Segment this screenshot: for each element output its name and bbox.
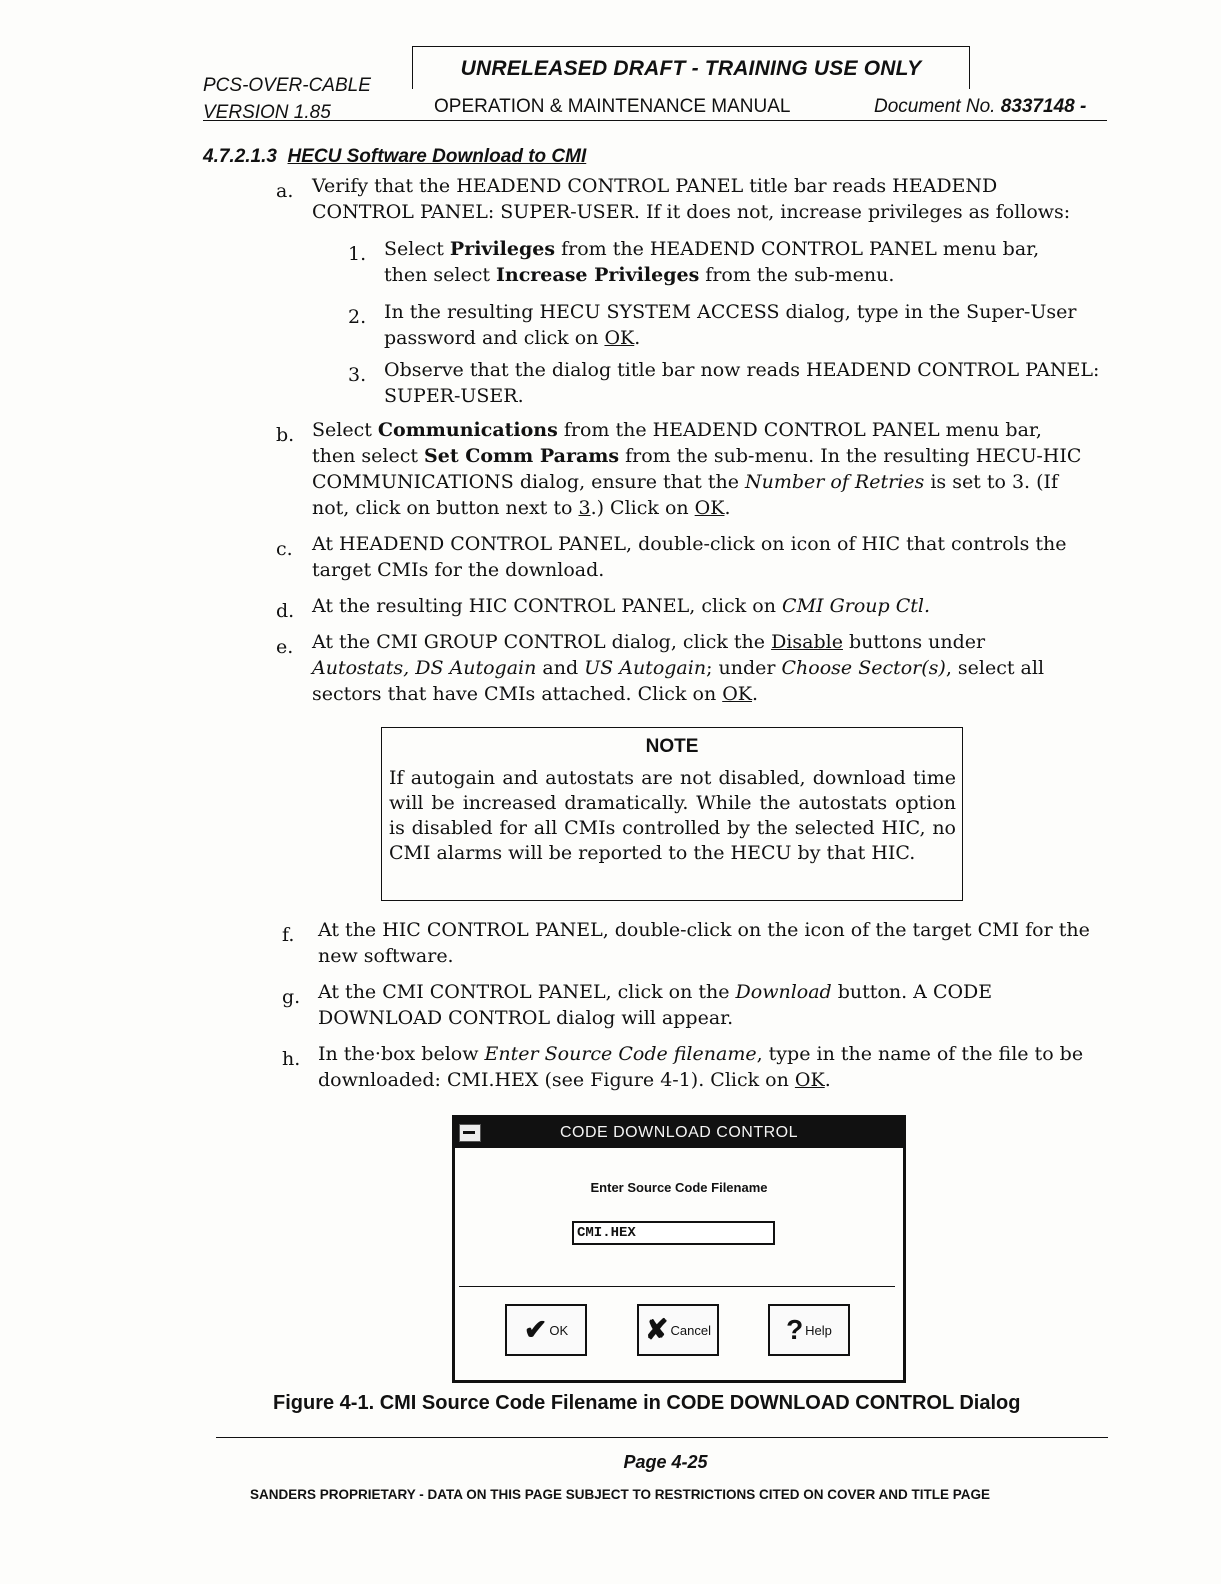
substep-2-label: 2. [348, 306, 367, 328]
note-title: NOTE [645, 736, 699, 757]
step-e-label: e. [276, 636, 294, 658]
step-h-text: In the·box below Enter Source Code filename, type in the name of the file to be downloaded: CMI.HEX (see Figure 4-1). Click on OK. [318, 1043, 1084, 1091]
help-button[interactable] [768, 1304, 850, 1356]
step-g-text: At the CMI CONTROL PANEL, click on the Download button. A CODE DOWNLOAD CONTROL dialog will appear. [318, 981, 993, 1029]
dialog-title: CODE DOWNLOAD CONTROL [559, 1124, 799, 1141]
doc-label: Document No. [874, 96, 996, 117]
source-filename-label: Enter Source Code Filename [590, 1180, 768, 1195]
checkmark-icon: ✔ [523, 1314, 548, 1345]
footer-divider [216, 1437, 1108, 1438]
increase-privileges-term: Increase Privileges [496, 264, 700, 286]
note-box [381, 727, 963, 901]
help-label: Help [805, 1322, 832, 1338]
x-icon: ✘ [645, 1314, 669, 1345]
step-h-label: h. [282, 1048, 301, 1070]
step-c-text: At HEADEND CONTROL PANEL, double-click on icon of HIC that controls the target CMIs for the download. [312, 533, 1067, 581]
step-b-text: Select Communications from the HEADEND CONTROL PANEL menu bar, then select Set Comm Params from the sub-menu. In the resulting HECU-HIC COMMUNICATIONS dialog, ensure that the Number of Retries is set to 3. (If not, click on button next to 3.) Click on OK. [312, 419, 1082, 519]
step-d-label: d. [276, 600, 295, 622]
note-body: If autogain and autostats are not disabled, download time will be increased dramatically. While the autostats option is disabled for all CMIs controlled by the selected HIC, no CMI alarms will be reported to the HECU by that HIC. [389, 767, 956, 864]
draft-banner: UNRELEASED DRAFT - TRAINING USE ONLY [412, 46, 970, 89]
product-name: PCS-OVER-CABLE [203, 75, 371, 96]
step-a-line2: CONTROL PANEL: SUPER-USER. If it does not, increase privileges as follows: [312, 201, 1071, 223]
source-filename-input[interactable]: CMI.HEX [572, 1221, 775, 1245]
step-g-label: g. [282, 986, 301, 1008]
ok-label: OK [549, 1322, 569, 1338]
privileges-term: Privileges [449, 238, 556, 260]
page-number: Page 4-25 [623, 1452, 708, 1472]
manual-title: OPERATION & MAINTENANCE MANUAL [434, 96, 791, 117]
step-f-label: f. [282, 924, 295, 946]
section-number: 4.7.2.1.3 [203, 146, 277, 167]
header-divider [203, 120, 1107, 121]
step-a-text [312, 173, 1132, 225]
substep-1-text: Select Privileges from the HEADEND CONTROL PANEL menu bar, then select Increase Privileges from the sub-menu. [384, 238, 1040, 286]
step-c-label: c. [276, 538, 293, 560]
step-f-text: At the HIC CONTROL PANEL, double-click on the icon of the target CMI for the new software. [318, 919, 1090, 967]
code-download-dialog [452, 1115, 906, 1383]
substep-2-text: In the resulting HECU SYSTEM ACCESS dialog, type in the Super-User password and click on OK. [384, 301, 1077, 349]
ok-button[interactable] [505, 1304, 587, 1356]
section-title: HECU Software Download to CMI [287, 146, 587, 167]
cancel-button[interactable] [637, 1304, 719, 1356]
substep-3-label: 3. [348, 364, 367, 386]
dialog-title-bar [455, 1118, 903, 1148]
figure-caption: Figure 4-1. CMI Source Code Filename in CODE DOWNLOAD CONTROL Dialog [273, 1392, 1021, 1414]
proprietary-notice: SANDERS PROPRIETARY - DATA ON THIS PAGE SUBJECT TO RESTRICTIONS CITED ON COVER AND TITLE PAGE [250, 1487, 991, 1502]
system-menu-icon[interactable] [459, 1124, 481, 1142]
step-e-text: At the CMI GROUP CONTROL dialog, click the Disable buttons under Autostats, DS Autogain and US Autogain; under Choose Sector(s), select all sectors that have CMIs attached. Click on OK. [312, 631, 1045, 705]
step-b-label: b. [276, 424, 295, 446]
doc-number [874, 96, 1086, 118]
doc-number-value: 8337148 - [1000, 96, 1087, 117]
step-d-text: At the resulting HIC CONTROL PANEL, click on CMI Group Ctl. [312, 595, 930, 617]
step-a-line1: Verify that the HEADEND CONTROL PANEL title bar reads HEADEND [312, 175, 998, 197]
substep-1-label: 1. [348, 243, 367, 265]
substep-3-text: Observe that the dialog title bar now reads HEADEND CONTROL PANEL: SUPER-USER. [384, 359, 1100, 407]
section-heading [203, 146, 586, 168]
step-a-label: a. [276, 180, 294, 202]
dialog-separator [459, 1286, 895, 1287]
version-label: VERSION 1.85 [203, 102, 331, 123]
cancel-label: Cancel [670, 1322, 711, 1338]
question-mark-icon: ? [786, 1314, 804, 1345]
